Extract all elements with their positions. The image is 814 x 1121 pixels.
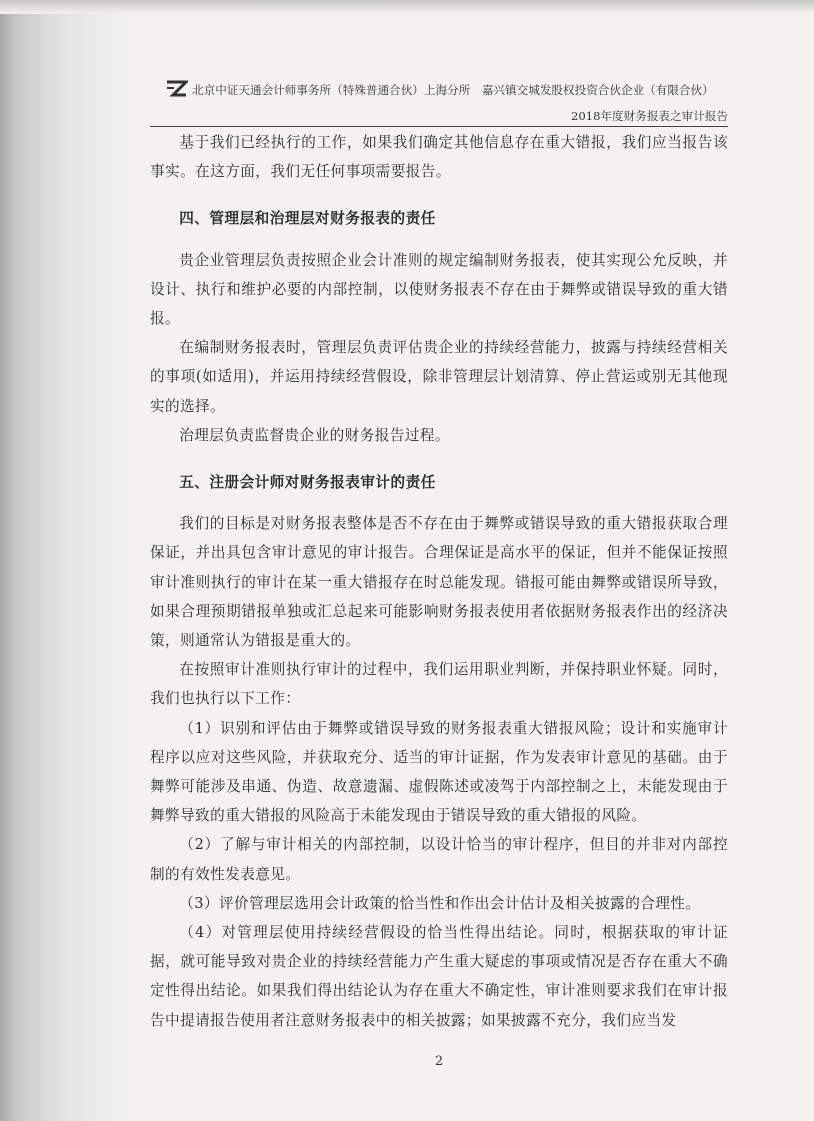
page-header bbox=[150, 78, 728, 127]
list-item-4: （4）对管理层使用持续经营假设的恰当性得出结论。同时，根据获取的审计证据，就可能导致对贵企业的持续经营能力产生重大疑虑的事项或情况是否存在重大不确定性得出结论。如果我们得出结论认为存在重大不确定性，审计准则要求我们在审计报告中提请报告使用者注意财务报表中的相关披露；如果披露不充分，我们应当发 bbox=[150, 924, 728, 1029]
section4-paragraph-3: 治理层负责监督贵企业的财务报告过程。 bbox=[179, 426, 450, 444]
firm-row bbox=[150, 78, 728, 104]
section4-paragraph-2: 在编制财务报表时，管理层负责评估贵企业的持续经营能力，披露与持续经营相关的事项(如适用)，并运用持续经营假设，除非管理层计划清算、停止营运或别无其他现实的选择。 bbox=[150, 339, 728, 415]
firm-logo-icon bbox=[166, 80, 188, 98]
section5-paragraph-2: 在按照审计准则执行审计的过程中，我们运用职业判断，并保持职业怀疑。同时，我们也执行以下工作： bbox=[150, 661, 728, 708]
section-heading-5: 五、注册会计师对财务报表审计的责任 bbox=[179, 474, 436, 492]
page-top-edge bbox=[0, 0, 814, 14]
section4-paragraph-1: 贵企业管理层负责按照企业会计准则的规定编制财务报表，使其实现公允反映，并设计、执行和维护必要的内部控制，以使财务报表不存在由于舞弊或错误导致的重大错报。 bbox=[150, 251, 728, 328]
list-item-2: （2）了解与审计相关的内部控制，以设计恰当的审计程序，但目的并非对内部控制的有效性发表意见。 bbox=[150, 836, 728, 883]
section5-paragraph-1: 我们的目标是对财务报表整体是否不存在由于舞弊或错误导致的重大错报获取合理保证，并出具包含审计意见的审计报告。合理保证是高水平的保证，但并不能保证按照审计准则执行的审计在某一重大错报存在时总能发现。错报可能由舞弊或错误所导致，如果合理预期错报单独或汇总起来可能影响财务报表使用者依据财务报表作出的经济决策，则通常认为错报是重大的。 bbox=[150, 515, 728, 650]
page-number: 2 bbox=[434, 1054, 444, 1069]
document-body bbox=[150, 128, 728, 1035]
book-spine-shadow bbox=[0, 0, 150, 1121]
header-rule bbox=[150, 126, 728, 127]
firm-name-line: 北京中证天通会计师事务所（特殊普通合伙）上海分所 嘉兴镇交城发股权投资合伙企业（有限合伙） bbox=[192, 83, 714, 97]
list-item-1: （1）识别和评估由于舞弊或错误导致的财务报表重大错报风险；设计和实施审计程序以应对这些风险，并获取充分、适当的审计证据，作为发表审计意见的基础。由于舞弊可能涉及串通、伪造、故意遗漏、虚假陈述或凌驾于内部控制之上，未能发现由于舞弊导致的重大错报的风险高于未能发现由于错误导致的重大错报的风险。 bbox=[150, 719, 728, 825]
list-item-3: （3）评价管理层选用会计政策的恰当性和作出会计估计及相关披露的合理性。 bbox=[179, 894, 701, 912]
report-title: 2018年度财务报表之审计报告 bbox=[570, 109, 728, 123]
section-heading-4: 四、管理层和治理层对财务报表的责任 bbox=[179, 210, 436, 228]
intro-paragraph: 基于我们已经执行的工作，如果我们确定其他信息存在重大错报，我们应当报告该事实。在这方面，我们无任何事项需要报告。 bbox=[150, 134, 728, 181]
